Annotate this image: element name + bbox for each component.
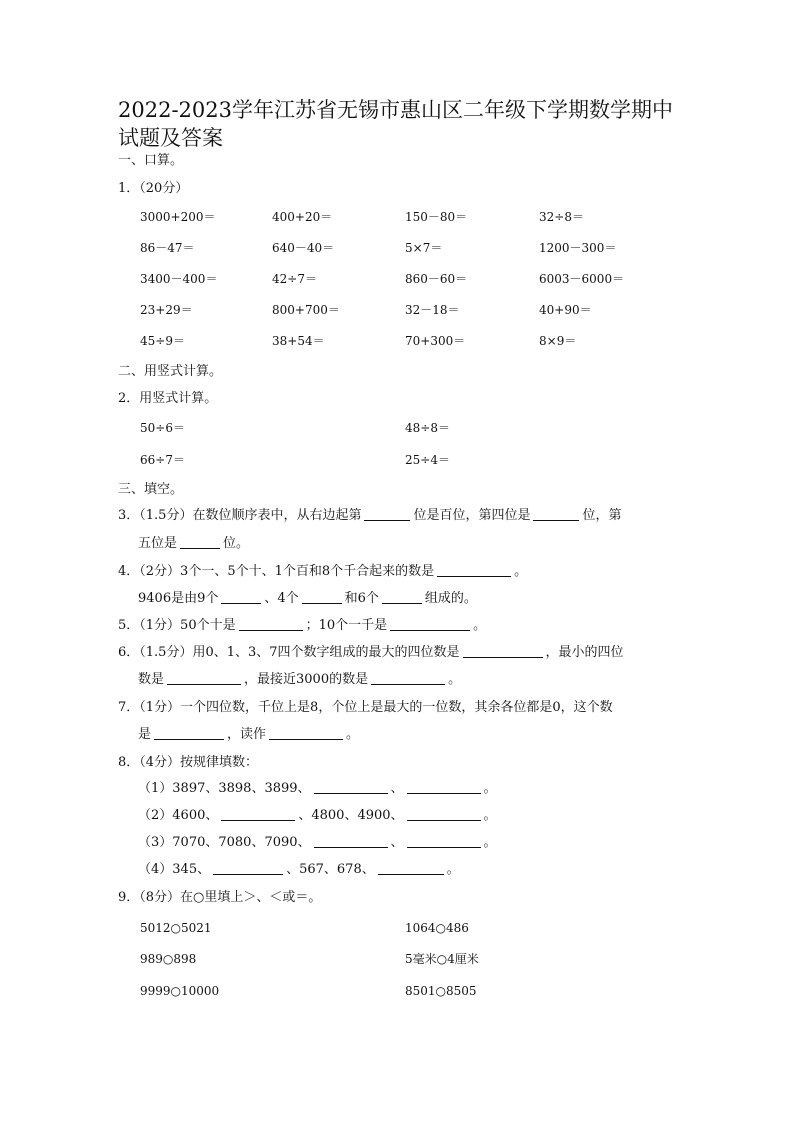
answer-blank[interactable] bbox=[371, 671, 445, 685]
mental-math-item: 640－40＝ bbox=[272, 241, 335, 255]
answer-blank[interactable] bbox=[314, 834, 388, 848]
compare-item: 9999○10000 bbox=[140, 984, 220, 998]
vertical-calc-item: 48÷8＝ bbox=[405, 421, 450, 435]
question-8-row-2: （2）4600、 、4800、4900、 。 bbox=[138, 808, 497, 823]
question-3-line-1: 3．（1.5分）在数位顺序表中，从右边起第 位是百位，第四位是 位，第 bbox=[118, 508, 622, 523]
answer-blank[interactable] bbox=[167, 671, 241, 685]
compare-item: 989○898 bbox=[140, 952, 197, 966]
answer-blank[interactable] bbox=[378, 861, 444, 875]
question-6-line-2: 数是 ，最接近3000的数是 。 bbox=[138, 672, 462, 687]
question-5: 5．（1分）50个十是 ；10个一千是 。 bbox=[118, 618, 487, 633]
answer-blank[interactable] bbox=[213, 861, 283, 875]
answer-blank[interactable] bbox=[407, 834, 481, 848]
answer-blank[interactable] bbox=[180, 535, 220, 549]
answer-blank[interactable] bbox=[221, 590, 261, 604]
mental-math-item: 8×9＝ bbox=[539, 334, 577, 348]
section-3-heading: 三、填空。 bbox=[118, 482, 184, 497]
question-4-line-1: 4．（2分）3个一、5个十、1个百和8个千合起来的数是 。 bbox=[118, 564, 528, 579]
question-7-line-1: 7．（1分）一个四位数，千位上是8，个位上是最大的一位数，其余各位都是0，这个数 bbox=[118, 700, 613, 715]
mental-math-item: 32÷8＝ bbox=[539, 210, 584, 224]
question-8-row-4: （4）345、 、567、678、 。 bbox=[138, 862, 460, 877]
section-2-heading: 二、用竖式计算。 bbox=[118, 364, 223, 379]
question-2-label: 2．用竖式计算。 bbox=[118, 391, 218, 406]
section-1-heading: 一、口算。 bbox=[118, 153, 184, 168]
mental-math-item: 70+300＝ bbox=[405, 334, 466, 348]
question-9-label: 9．（8分）在○里填上＞、＜或＝。 bbox=[118, 890, 322, 905]
answer-blank[interactable] bbox=[302, 590, 342, 604]
mental-math-item: 860－60＝ bbox=[405, 272, 468, 286]
answer-blank[interactable] bbox=[269, 726, 343, 740]
mental-math-item: 5×7＝ bbox=[405, 241, 443, 255]
answer-blank[interactable] bbox=[407, 807, 481, 821]
answer-blank[interactable] bbox=[239, 617, 303, 631]
answer-blank[interactable] bbox=[382, 590, 422, 604]
answer-blank[interactable] bbox=[463, 644, 543, 658]
answer-blank[interactable] bbox=[390, 617, 470, 631]
question-8-row-3: （3）7070、7080、7090、 、 。 bbox=[138, 835, 497, 850]
mental-math-item: 42÷7＝ bbox=[272, 272, 317, 286]
answer-blank[interactable] bbox=[407, 780, 481, 794]
mental-math-item: 150－80＝ bbox=[405, 210, 468, 224]
question-4-line-2: 9406是由9个 、4个 和6个 组成的。 bbox=[138, 591, 477, 606]
mental-math-item: 3400－400＝ bbox=[140, 272, 218, 286]
compare-item: 8501○8505 bbox=[405, 984, 477, 998]
answer-blank[interactable] bbox=[221, 807, 295, 821]
answer-blank[interactable] bbox=[314, 780, 388, 794]
mental-math-item: 40+90＝ bbox=[539, 303, 592, 317]
mental-math-item: 86－47＝ bbox=[140, 241, 195, 255]
vertical-calc-item: 66÷7＝ bbox=[140, 453, 185, 467]
answer-blank[interactable] bbox=[437, 563, 511, 577]
answer-blank[interactable] bbox=[364, 507, 410, 521]
answer-blank[interactable] bbox=[154, 726, 224, 740]
mental-math-item: 1200－300＝ bbox=[539, 241, 617, 255]
question-6-line-1: 6．（1.5分）用0、1、3、7四个数字组成的最大的四位数是 ，最小的四位 bbox=[118, 645, 624, 660]
page-title: 2022-2023学年江苏省无锡市惠山区二年级下学期数学期中试题及答案 bbox=[118, 98, 673, 150]
answer-blank[interactable] bbox=[533, 507, 579, 521]
mental-math-item: 3000+200＝ bbox=[140, 210, 216, 224]
mental-math-item: 400+20＝ bbox=[272, 210, 333, 224]
mental-math-item: 45÷9＝ bbox=[140, 334, 185, 348]
question-1-label: 1．（20分） bbox=[118, 181, 189, 196]
mental-math-item: 23+29＝ bbox=[140, 303, 193, 317]
compare-item: 1064○486 bbox=[405, 921, 469, 935]
mental-math-item: 32－18＝ bbox=[405, 303, 460, 317]
mental-math-item: 800+700＝ bbox=[272, 303, 340, 317]
vertical-calc-item: 50÷6＝ bbox=[140, 421, 185, 435]
question-8-label: 8．（4分）按规律填数： bbox=[118, 755, 259, 770]
mental-math-item: 6003－6000＝ bbox=[539, 272, 625, 286]
question-3-line-2: 五位是 位。 bbox=[138, 536, 250, 551]
question-7-line-2: 是 ，读作 。 bbox=[138, 727, 360, 742]
mental-math-item: 38+54＝ bbox=[272, 334, 325, 348]
compare-item: 5毫米○4厘米 bbox=[405, 952, 479, 966]
compare-item: 5012○5021 bbox=[140, 921, 212, 935]
vertical-calc-item: 25÷4＝ bbox=[405, 453, 450, 467]
question-8-row-1: （1）3897、3898、3899、 、 。 bbox=[138, 781, 497, 796]
